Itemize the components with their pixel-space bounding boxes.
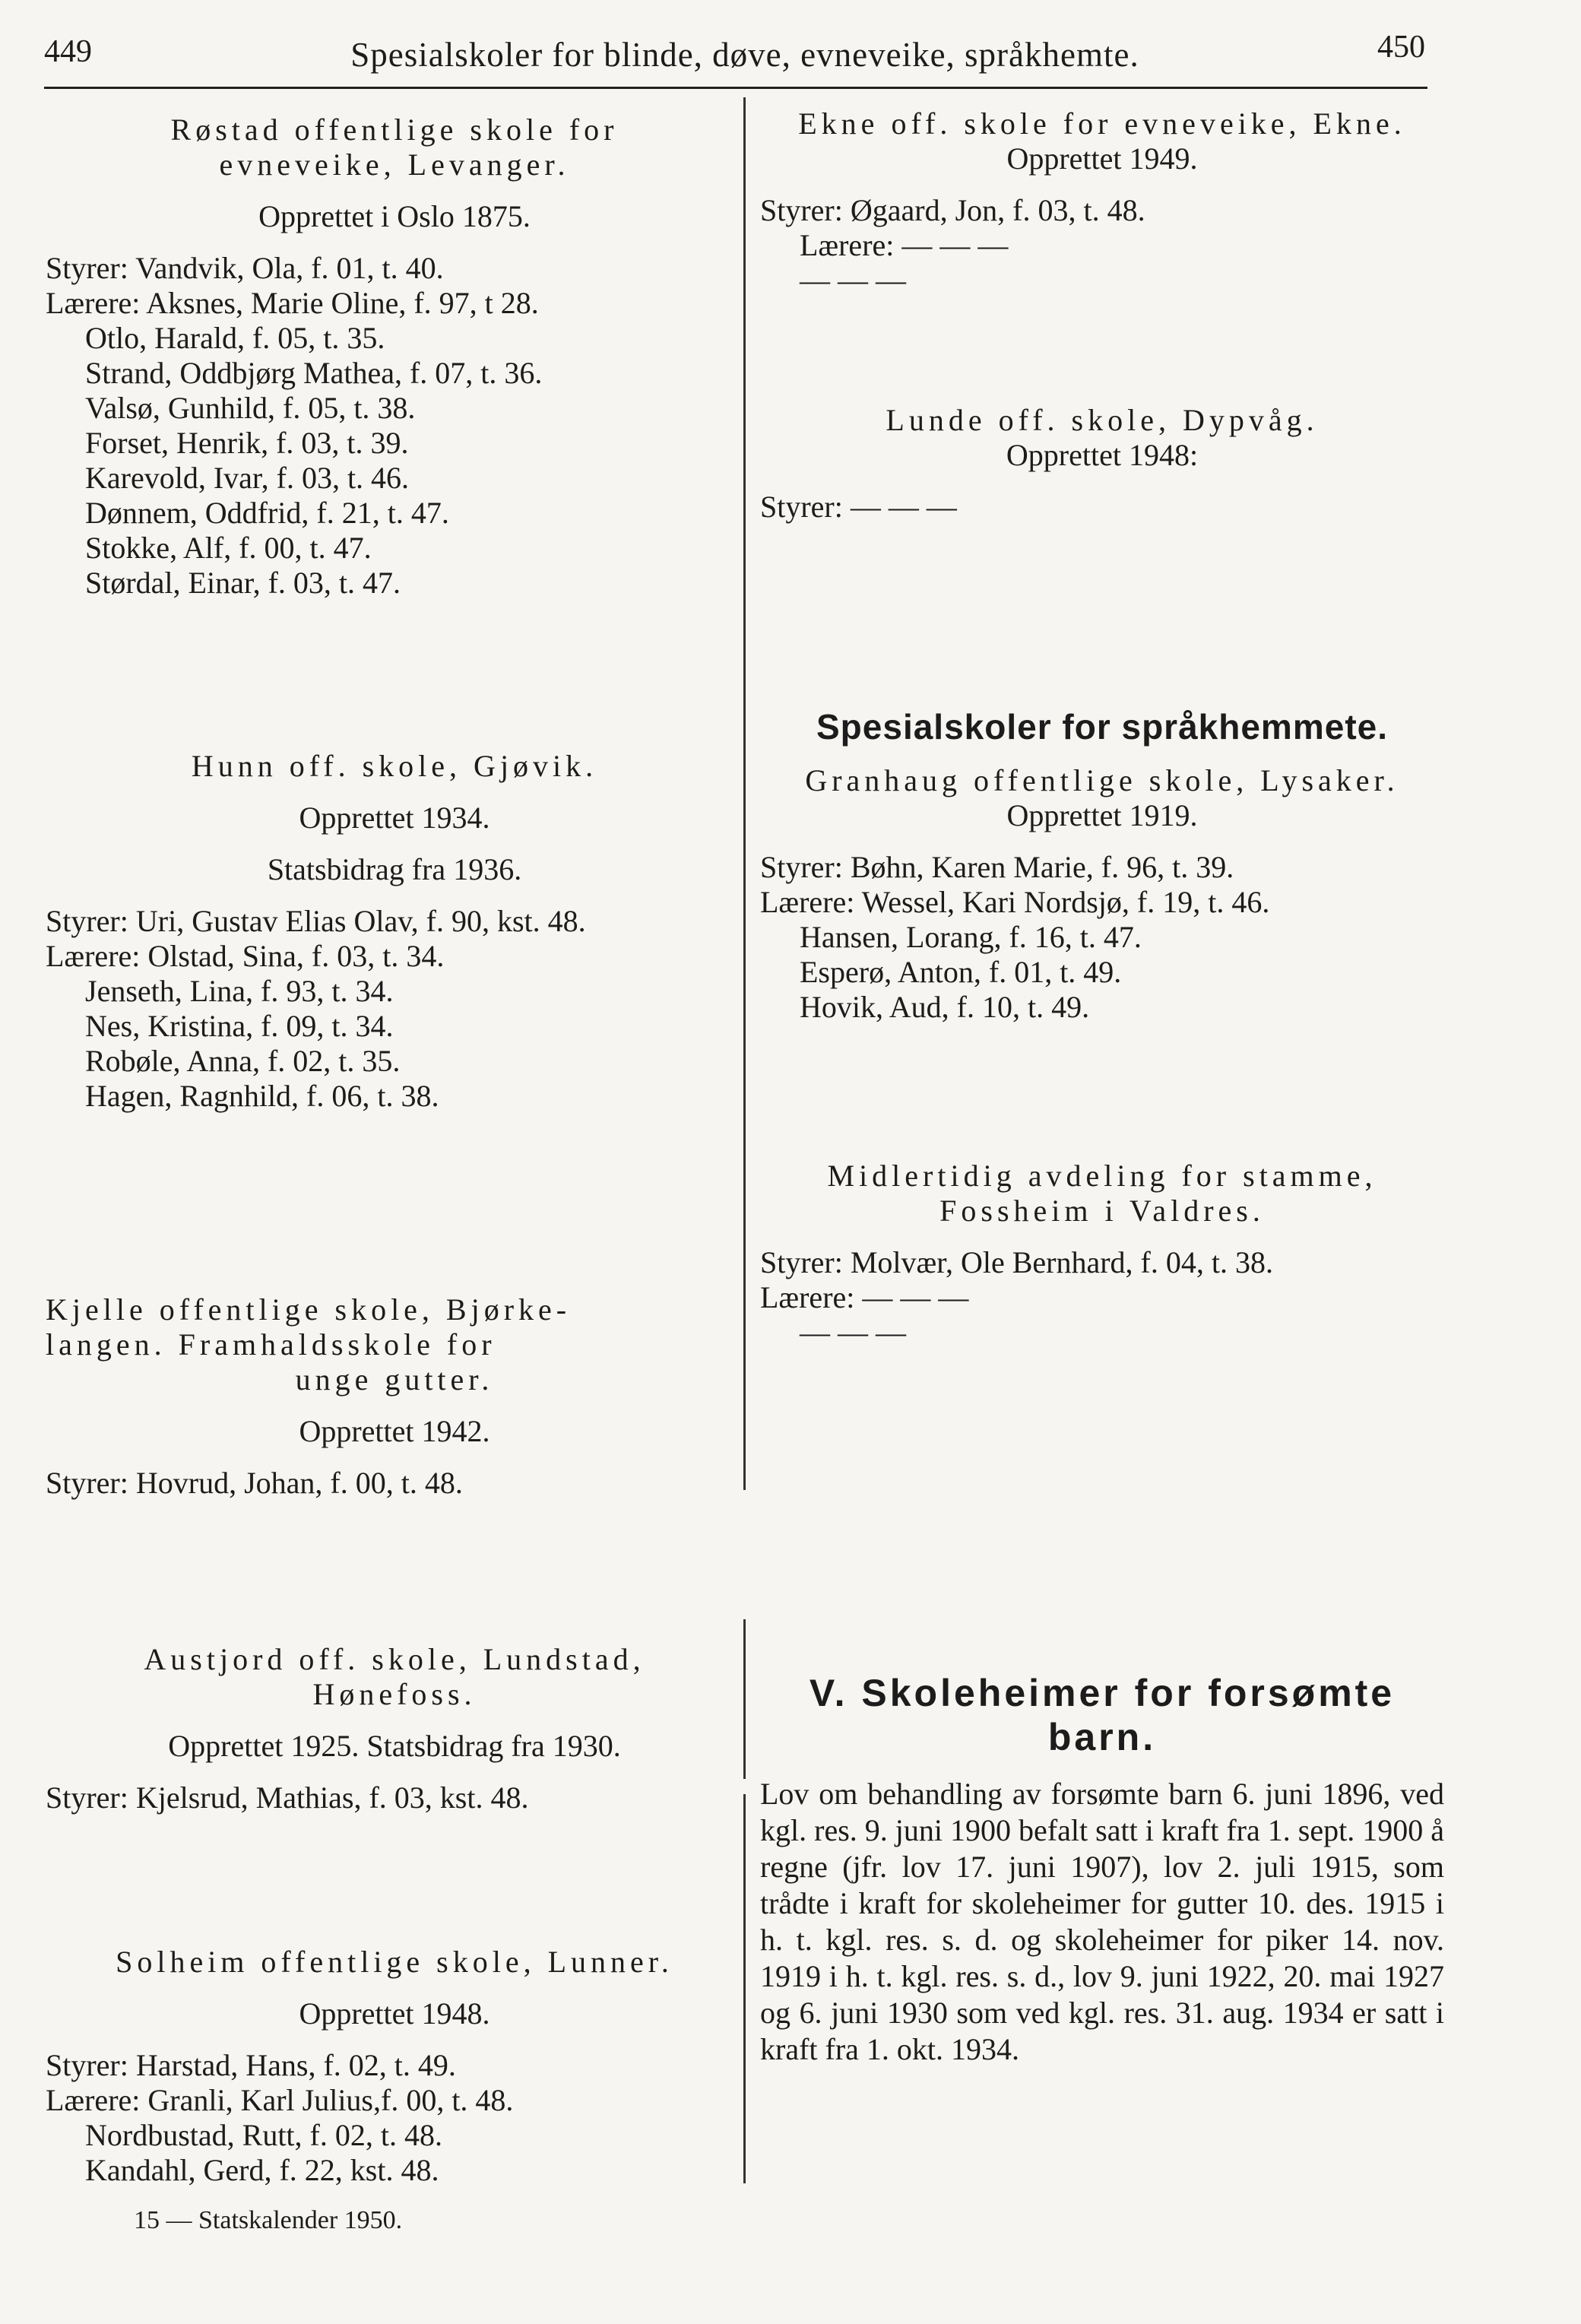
section-heading: barn. bbox=[1047, 1716, 1157, 1758]
page-footer: 15 — Statskalender 1950. bbox=[134, 2206, 403, 2234]
styrer-line: Styrer: Øgaard, Jon, f. 03, t. 48. bbox=[760, 193, 1145, 227]
founded-line: Opprettet 1919. bbox=[1006, 798, 1198, 832]
founded-line: Opprettet 1949. bbox=[1006, 141, 1198, 176]
column-divider bbox=[743, 1619, 746, 1779]
school-name: Solheim offentlige skole, Lunner. bbox=[116, 1945, 673, 1979]
founded-line: Opprettet 1942. bbox=[299, 1414, 490, 1448]
teacher-line: Robøle, Anna, f. 02, t. 35. bbox=[85, 1044, 401, 1078]
styrer-line: Styrer: Bøhn, Karen Marie, f. 96, t. 39. bbox=[760, 850, 1234, 884]
laerere-line: Lærere: Aksnes, Marie Oline, f. 97, t 28. bbox=[46, 286, 539, 320]
entry-hunn bbox=[46, 749, 743, 1114]
teacher-line: Otlo, Harald, f. 05, t. 35. bbox=[85, 321, 385, 355]
placeholder-dashes: — — — bbox=[800, 1315, 906, 1349]
column-divider bbox=[743, 1794, 746, 2183]
founded-line: Opprettet 1925. Statsbidrag fra 1930. bbox=[168, 1729, 621, 1763]
school-name: Granhaug offentlige skole, Lysaker. bbox=[805, 763, 1399, 797]
founded-line: Opprettet 1948. bbox=[299, 1996, 490, 2031]
entry-lunde bbox=[760, 403, 1444, 525]
entry-solheim bbox=[46, 1945, 743, 2188]
styrer-line: Styrer: Uri, Gustav Elias Olav, f. 90, kst. 48. bbox=[46, 904, 586, 938]
school-name: Lunde off. skole, Dypvåg. bbox=[886, 403, 1319, 437]
school-name: langen. Framhaldsskole for bbox=[46, 1327, 496, 1362]
section-sprakhemmete bbox=[760, 707, 1444, 1025]
school-name: Hunn off. skole, Gjøvik. bbox=[191, 749, 598, 783]
entry-rostad bbox=[46, 113, 743, 601]
teacher-line: Esperø, Anton, f. 01, t. 49. bbox=[800, 955, 1122, 989]
school-name: Kjelle offentlige skole, Bjørke- bbox=[46, 1292, 572, 1327]
teacher-line: Hagen, Ragnhild, f. 06, t. 38. bbox=[85, 1079, 439, 1113]
section-v bbox=[760, 1671, 1444, 2068]
teacher-line: Forset, Henrik, f. 03, t. 39. bbox=[85, 426, 409, 460]
entry-stamme bbox=[760, 1159, 1444, 1350]
laerere-line: Lærere: Granli, Karl Julius,f. 00, t. 48. bbox=[46, 2083, 514, 2117]
grant-line: Statsbidrag fra 1936. bbox=[267, 852, 522, 886]
placeholder-dashes: — — — bbox=[800, 263, 906, 297]
school-name: unge gutter. bbox=[295, 1362, 494, 1397]
laerere-line: Lærere: — — — bbox=[760, 1280, 969, 1314]
school-name: Midlertidig avdeling for stamme, bbox=[827, 1159, 1377, 1193]
founded-line: Opprettet 1934. bbox=[299, 801, 490, 835]
teacher-line: Hansen, Lorang, f. 16, t. 47. bbox=[800, 920, 1142, 954]
teacher-line: Nordbustad, Rutt, f. 02, t. 48. bbox=[85, 2118, 442, 2152]
teacher-line: Stokke, Alf, f. 00, t. 47. bbox=[85, 531, 372, 565]
founded-line: Opprettet i Oslo 1875. bbox=[258, 199, 531, 233]
teacher-line: Karevold, Ivar, f. 03, t. 46. bbox=[85, 461, 410, 495]
teacher-line: Dønnem, Oddfrid, f. 21, t. 47. bbox=[85, 496, 449, 530]
teacher-line: Størdal, Einar, f. 03, t. 47. bbox=[85, 566, 401, 600]
running-title: Spesialskoler for blinde, døve, evneveike, språkhemte. bbox=[350, 36, 1139, 74]
school-name: Røstad offentlige skole for bbox=[170, 113, 619, 147]
school-name: Austjord off. skole, Lundstad, bbox=[144, 1642, 645, 1676]
column-divider bbox=[743, 97, 746, 1490]
page-number-right: 450 bbox=[1377, 30, 1425, 65]
teacher-line: Jenseth, Lina, f. 93, t. 34. bbox=[85, 974, 394, 1008]
founded-line: Opprettet 1948: bbox=[1006, 438, 1199, 472]
entry-austjord bbox=[46, 1642, 743, 1815]
teacher-line: Hovik, Aud, f. 10, t. 49. bbox=[800, 990, 1090, 1024]
law-paragraph: Lov om behandling av forsømte barn 6. juni 1896, ved kgl. res. 9. juni 1900 befalt satt i kraft fra 1. sept. 1900 å regne (jfr. lov 17. juni 1907), lov 2. juli 1915, som trådte i kraft for skoleheimer for gutter 10. des. 1915 i h. t. kgl. res. s. d. og skoleheimer for piker 14. nov. 1919 i h. t. kgl. res. s. d., lov 9. juni 1922, 20. mai 1927 og 6. juni 1930 som ved kgl. res. 31. aug. 1934 er satt i kraft fra 1. okt. 1934. bbox=[760, 1777, 1444, 2066]
entry-kjelle bbox=[46, 1292, 743, 1501]
teacher-line: Valsø, Gunhild, f. 05, t. 38. bbox=[85, 391, 416, 425]
section-heading: Spesialskoler for språkhemmete. bbox=[816, 707, 1388, 747]
page-number-left: 449 bbox=[44, 34, 92, 69]
school-name: Ekne off. skole for evneveike, Ekne. bbox=[798, 106, 1406, 141]
laerere-line: Lærere: Olstad, Sina, f. 03, t. 34. bbox=[46, 939, 445, 973]
laerere-line: Lærere: Wessel, Kari Nordsjø, f. 19, t. 46. bbox=[760, 885, 1270, 919]
styrer-line: Styrer: Vandvik, Ola, f. 01, t. 40. bbox=[46, 251, 444, 285]
header-rule bbox=[44, 87, 1427, 89]
running-header bbox=[0, 21, 1581, 90]
styrer-line: Styrer: Hovrud, Johan, f. 00, t. 48. bbox=[46, 1466, 463, 1500]
styrer-line: Styrer: Harstad, Hans, f. 02, t. 49. bbox=[46, 2048, 456, 2082]
school-name: Fossheim i Valdres. bbox=[939, 1194, 1265, 1228]
styrer-line: Styrer: Kjelsrud, Mathias, f. 03, kst. 48. bbox=[46, 1780, 529, 1815]
school-name: evneveike, Levanger. bbox=[219, 147, 570, 182]
teacher-line: Strand, Oddbjørg Mathea, f. 07, t. 36. bbox=[85, 356, 543, 390]
teacher-line: Kandahl, Gerd, f. 22, kst. 48. bbox=[85, 2153, 439, 2187]
styrer-line: Styrer: Molvær, Ole Bernhard, f. 04, t. 38. bbox=[760, 1245, 1273, 1279]
teacher-line: Nes, Kristina, f. 09, t. 34. bbox=[85, 1009, 394, 1043]
school-name: Hønefoss. bbox=[312, 1677, 477, 1711]
laerere-line: Lærere: — — — bbox=[800, 228, 1009, 262]
entry-ekne bbox=[760, 106, 1444, 298]
section-heading: V. Skoleheimer for forsømte bbox=[809, 1672, 1396, 1714]
styrer-line: Styrer: — — — bbox=[760, 490, 957, 524]
